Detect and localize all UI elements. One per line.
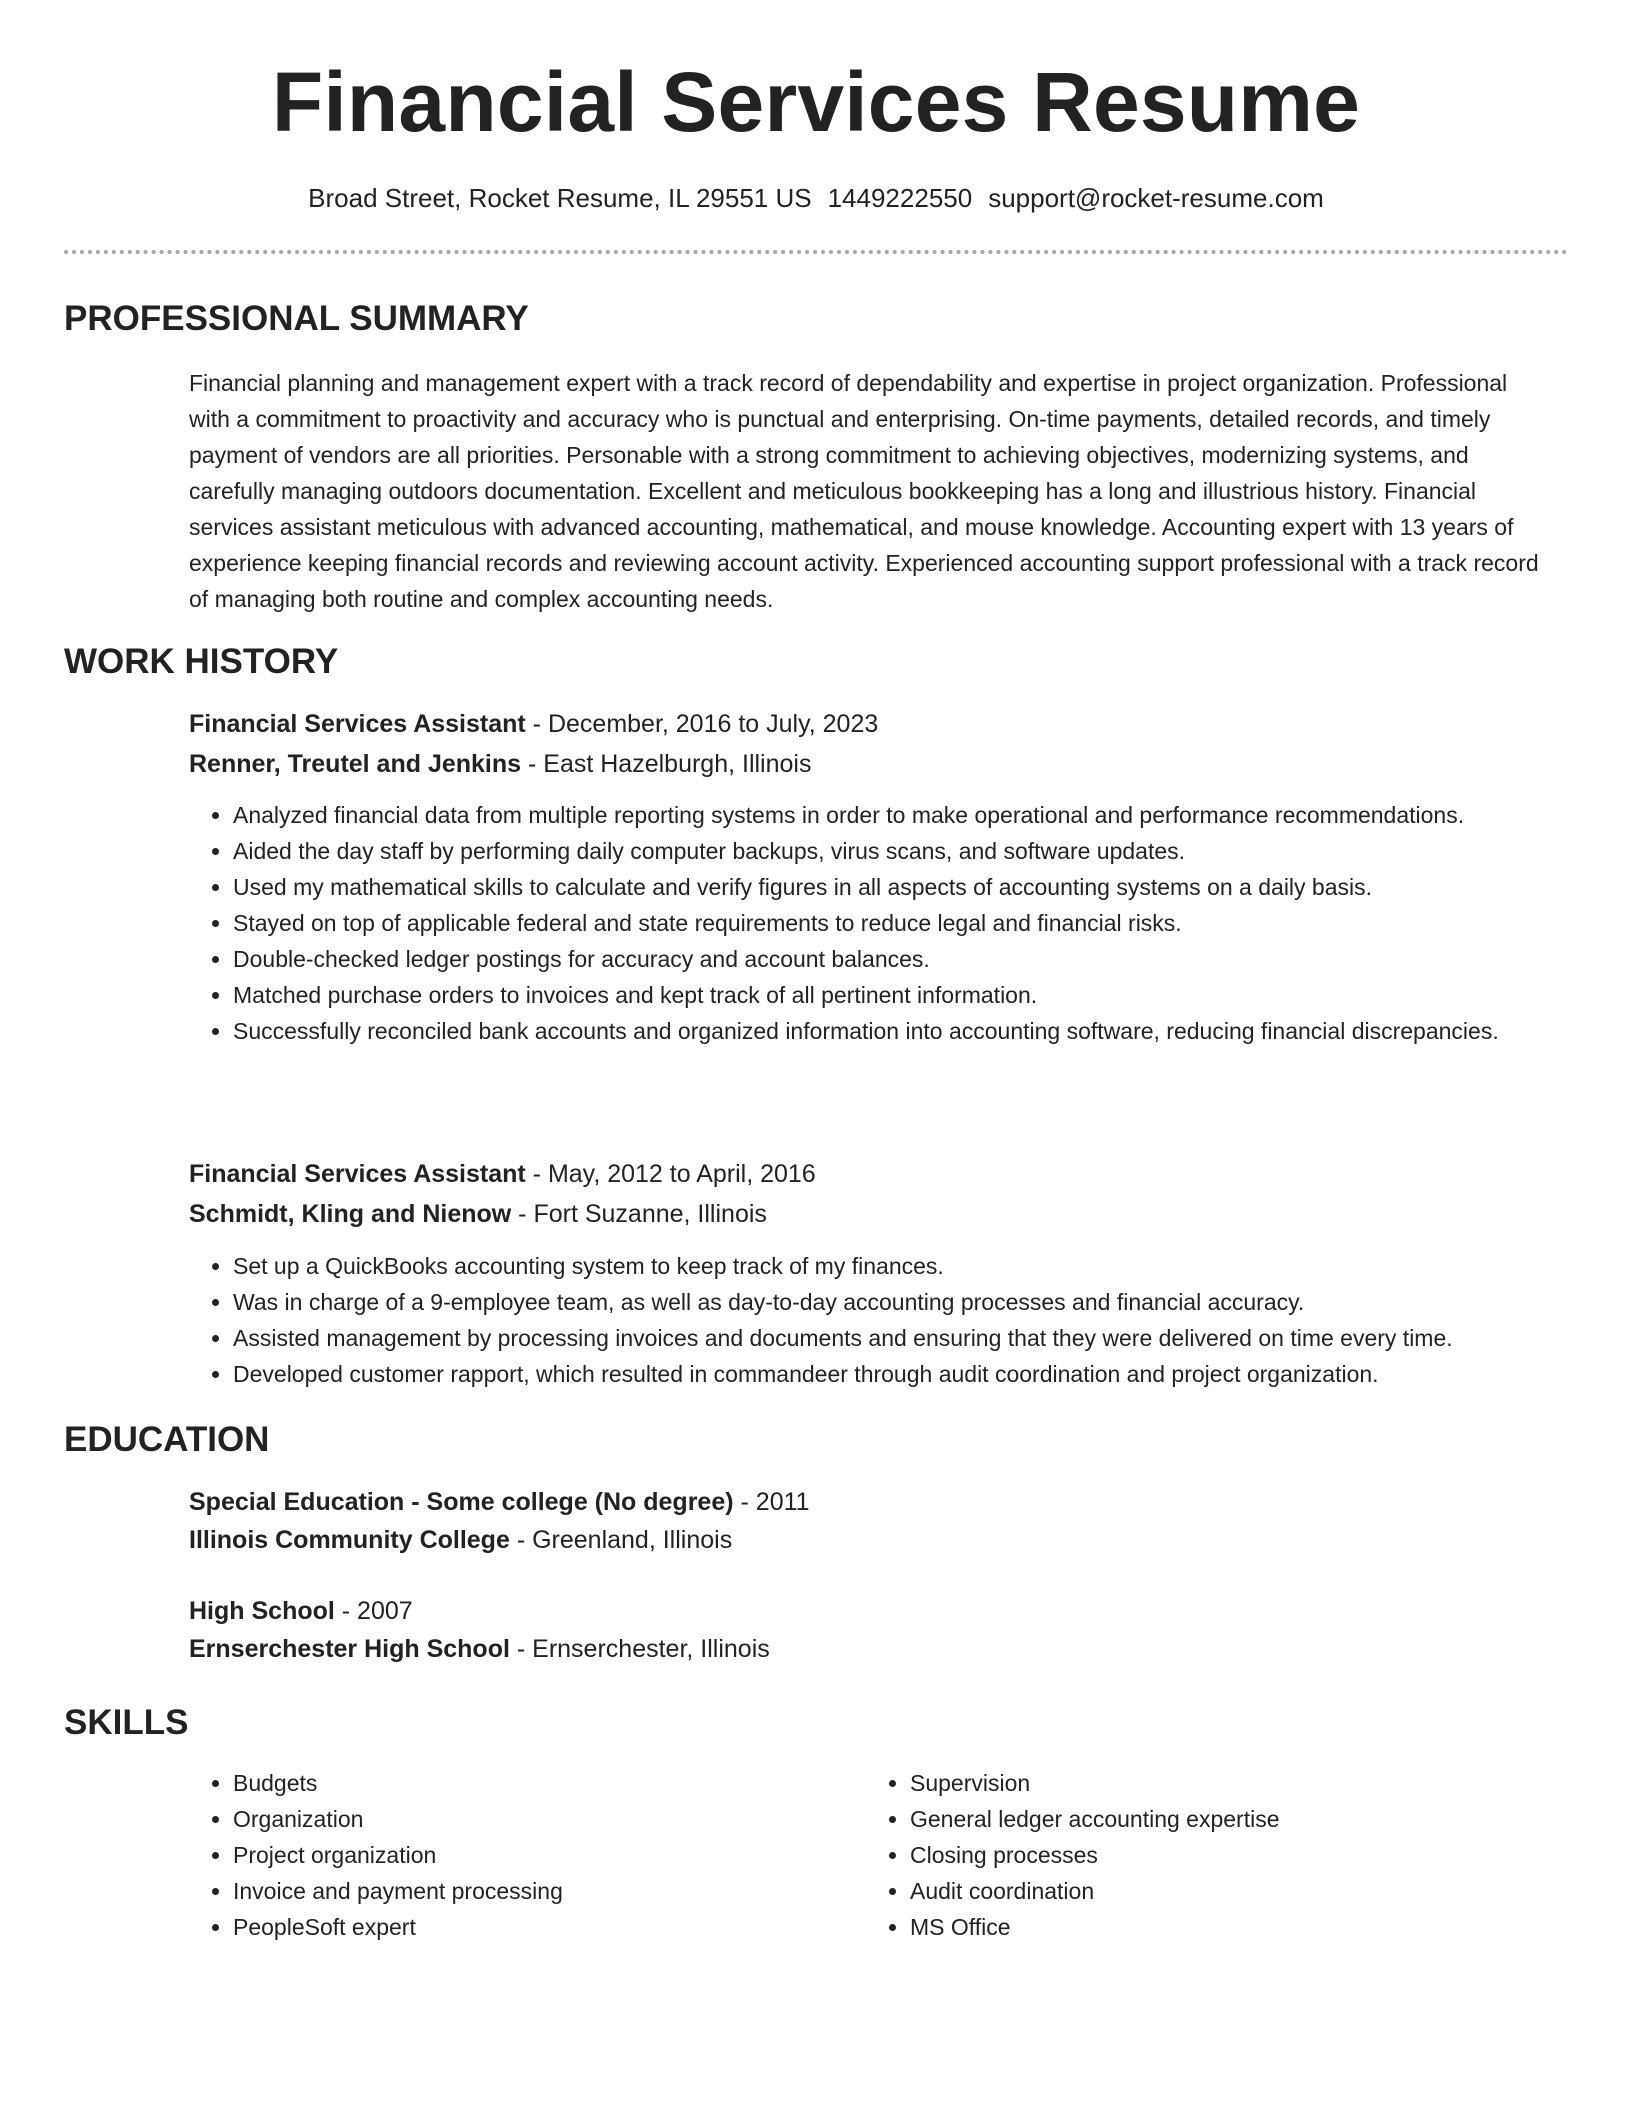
skill-item: • Project organization <box>233 1837 833 1873</box>
education-1-degree: Special Education - Some college (No degree) <box>189 1488 734 1516</box>
education-1-year: - 2011 <box>733 1488 810 1516</box>
job-1-company-line <box>189 745 811 783</box>
job-1-bullet: • Stayed on top of applicable federal and state requirements to reduce legal and financial risks. <box>233 905 1613 941</box>
contact-address: Broad Street, Rocket Resume, IL 29551 US <box>308 183 812 213</box>
contact-phone: 1449222550 <box>827 183 973 213</box>
education-1-degree-line <box>189 1483 810 1521</box>
education-2-degree-line <box>189 1592 413 1630</box>
skill-item: • Closing processes <box>910 1837 1510 1873</box>
skill-item: • Audit coordination <box>910 1873 1510 1909</box>
skill-item: • General ledger accounting expertise <box>910 1801 1510 1837</box>
skill-item: • Budgets <box>233 1765 833 1801</box>
contact-line <box>0 180 1632 216</box>
job-1-bullet: • Matched purchase orders to invoices and kept track of all pertinent information. <box>233 977 1613 1013</box>
job-1-bullet: • Analyzed financial data from multiple reporting systems in order to make operational and performance recommendations. <box>233 797 1613 833</box>
skill-item: • MS Office <box>910 1909 1510 1945</box>
education-1-location: - Greenland, Illinois <box>509 1526 733 1554</box>
job-1-dates: - December, 2016 to July, 2023 <box>525 710 879 738</box>
education-heading: EDUCATION <box>64 1420 270 1459</box>
job-2-bullet: • Assisted management by processing invoices and documents and ensuring that they were delivered on time every time. <box>233 1320 1613 1356</box>
skills-list-left <box>189 1765 833 1945</box>
education-2-school: Ernserchester High School <box>189 1635 510 1663</box>
contact-email: support@rocket-resume.com <box>988 183 1324 213</box>
education-2-year: - 2007 <box>334 1597 413 1625</box>
job-1-bullet: • Successfully reconciled bank accounts and organized information into accounting software, reducing financial discrepancies. <box>233 1013 1613 1049</box>
job-1-bullet: • Double-checked ledger postings for accuracy and account balances. <box>233 941 1613 977</box>
job-1-title-line <box>189 705 878 743</box>
education-2-school-line <box>189 1630 770 1668</box>
summary-text: Financial planning and management expert with a track record of dependability and expertise in project organization. Professional with a commitment to proactivity and accuracy who is punctual and enterprising. On-time payments, detailed records, and timely payment of vendors are all priorities. Personable with a strong commitment to achieving objectives, modernizing systems, and carefully managing outdoors documentation. Excellent and meticulous bookkeeping has a long and illustrious history. Financial services assistant meticulous with advanced accounting, mathematical, and mouse knowledge. Accounting expert with 13 years of experience keeping financial records and reviewing account activity. Experienced accounting support professional with a track record of managing both routine and complex accounting needs. <box>189 370 1539 612</box>
header-divider <box>64 250 1568 254</box>
job-2-location: - Fort Suzanne, Illinois <box>511 1200 767 1228</box>
job-2-company: Schmidt, Kling and Nienow <box>189 1200 512 1228</box>
job-2-dates: - May, 2012 to April, 2016 <box>525 1160 816 1188</box>
job-2-title-line <box>189 1155 816 1193</box>
job-2-bullet: • Was in charge of a 9-employee team, as well as day-to-day accounting processes and financial accuracy. <box>233 1284 1613 1320</box>
education-2-location: - Ernserchester, Illinois <box>509 1635 770 1663</box>
work-history-heading: WORK HISTORY <box>64 642 339 681</box>
job-2-bullet: • Developed customer rapport, which resulted in commandeer through audit coordination and project organization. <box>233 1356 1613 1392</box>
job-2-bullet-list <box>189 1248 1613 1392</box>
education-1-school: Illinois Community College <box>189 1526 510 1554</box>
skills-heading: SKILLS <box>64 1703 189 1742</box>
education-1-school-line <box>189 1521 732 1559</box>
job-2-bullet: • Set up a QuickBooks accounting system to keep track of my finances. <box>233 1248 1613 1284</box>
skill-item: • Invoice and payment processing <box>233 1873 833 1909</box>
skill-item: • PeopleSoft expert <box>233 1909 833 1945</box>
skill-item: • Supervision <box>910 1765 1510 1801</box>
job-1-bullet-list <box>189 797 1613 1049</box>
job-1-bullet: • Used my mathematical skills to calculate and verify figures in all aspects of accounting systems on a daily basis. <box>233 869 1613 905</box>
skills-list-right <box>866 1765 1510 1945</box>
summary-heading: PROFESSIONAL SUMMARY <box>64 299 529 338</box>
job-2-title: Financial Services Assistant <box>189 1160 526 1188</box>
education-2-degree: High School <box>189 1597 335 1625</box>
job-1-bullet: • Aided the day staff by performing daily computer backups, virus scans, and software updates. <box>233 833 1613 869</box>
job-1-location: - East Hazelburgh, Illinois <box>521 750 812 778</box>
job-1-company: Renner, Treutel and Jenkins <box>189 750 522 778</box>
job-1-title: Financial Services Assistant <box>189 710 526 738</box>
skill-item: • Organization <box>233 1801 833 1837</box>
resume-title: Financial Services Resume <box>271 55 1361 149</box>
job-2-company-line <box>189 1195 767 1233</box>
